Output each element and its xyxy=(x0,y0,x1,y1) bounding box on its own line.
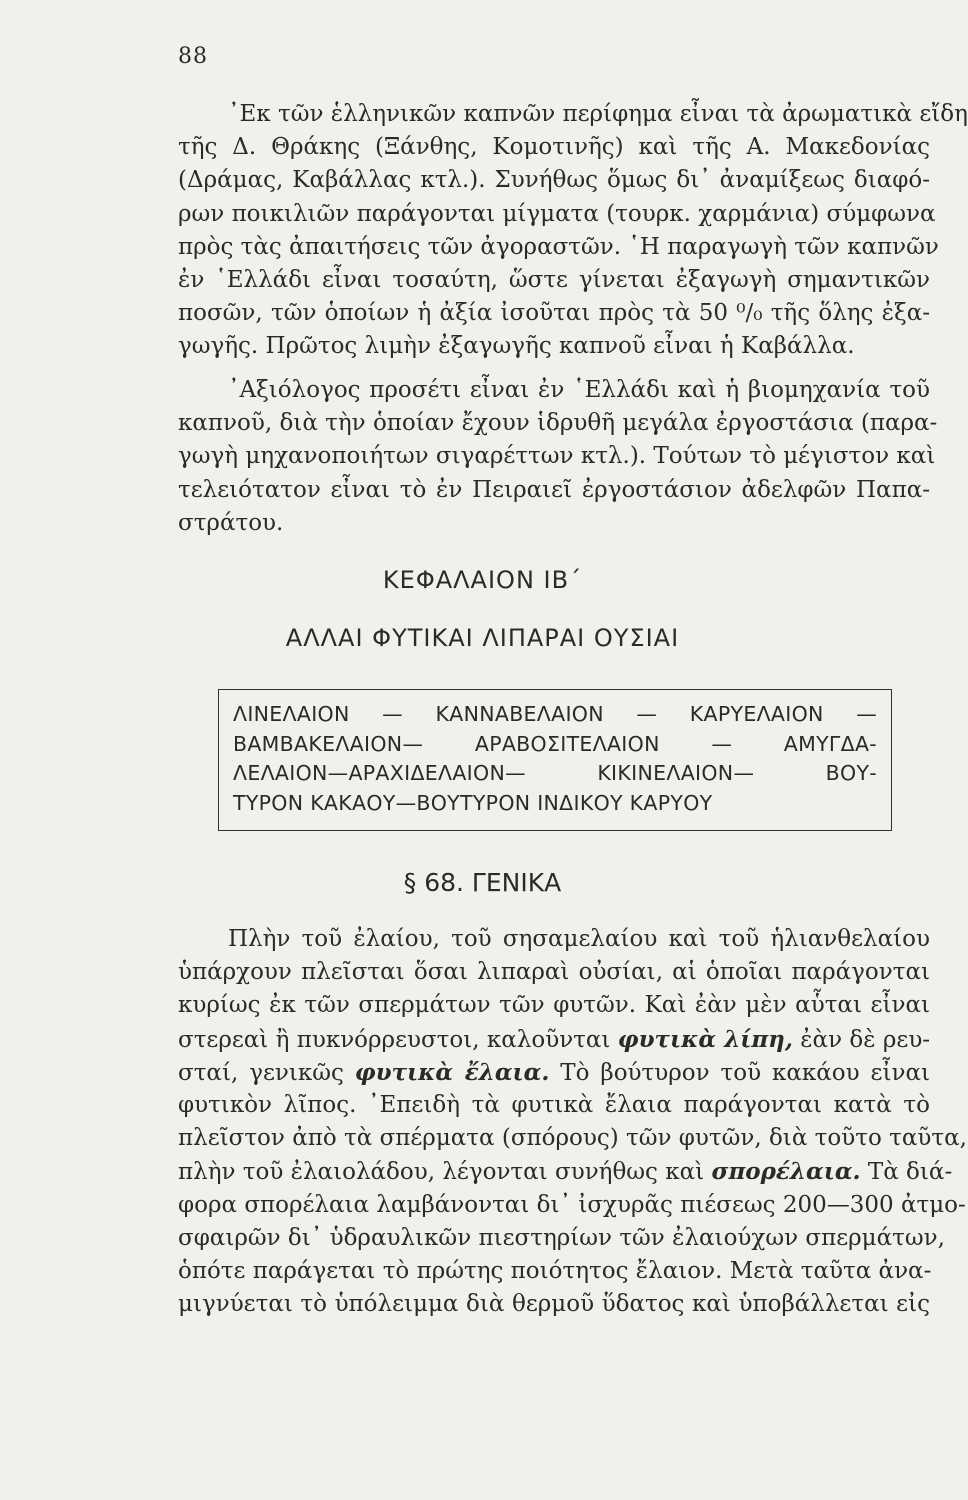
text-line: πλεῖστον ἀπὸ τὰ σπέρματα (σπόρους) τῶν φυτῶν, διὰ τοῦτο ταῦτα, xyxy=(178,1125,967,1152)
box-line: ΛΙΝΕΛΑΙΟΝ — ΚΑΝΝΑΒΕΛΑΙΟΝ — ΚΑΡΥΕΛΑΙΟΝ — xyxy=(233,702,877,726)
text-line: ὑπάρχουν πλεῖσται ὅσαι λιπαραὶ οὐσίαι, αἱ ὁποῖαι παράγονται xyxy=(178,959,930,986)
text-line: καπνοῦ, διὰ τὴν ὁποίαν ἔχουν ἱδρυθῆ μεγάλα ἐργοστάσια (παρα- xyxy=(178,410,938,437)
page-number: 88 xyxy=(178,44,208,69)
box-line: ΤΥΡΟΝ ΚΑΚΑΟΥ—ΒΟΥΤΥΡΟΝ ΙΝΔΙΚΟΥ ΚΑΡΥΟΥ xyxy=(233,790,713,815)
text-line: φυτικὸν λῖπος. ᾽Επειδὴ τὰ φυτικὰ ἔλαια παράγονται κατὰ τὸ xyxy=(178,1091,930,1118)
text-line: σφαιρῶν δι᾽ ὑδραυλικῶν πιεστηρίων τῶν ἐλαιούχων σπερμάτων, xyxy=(178,1224,945,1251)
text-line: ᾽Εκ τῶν ἑλληνικῶν καπνῶν περίφημα εἶναι τὰ ἀρωματικὰ εἴδη xyxy=(228,101,968,127)
section-title: § 68. ΓΕΝΙΚΑ xyxy=(403,868,562,897)
text-line: κυρίως ἐκ τῶν σπερμάτων τῶν φυτῶν. Καὶ ἐὰν μὲν αὗται εἶναι xyxy=(178,992,930,1019)
text-line: στράτου. xyxy=(178,509,284,536)
text-segment: πλὴν τοῦ ἐλαιολάδου, λέγονται συνήθως καὶ xyxy=(178,1159,712,1186)
paragraph-tobacco xyxy=(178,98,968,364)
text-line: τελειότατον εἶναι τὸ ἐν Πειραιεῖ ἐργοστάσιον ἀδελφῶν Παπα- xyxy=(178,476,930,503)
text-line: γωγῆς. Πρῶτος λιμὴν ἐξαγωγῆς καπνοῦ εἶναι ἡ Καβάλλα. xyxy=(178,333,855,360)
text-line: τῆς Δ. Θράκης (Ξάνθης, Κομοτινῆς) καὶ τῆς Α. Μακεδονίας xyxy=(178,134,930,161)
text-line: πρὸς τὰς ἀπαιτήσεις τῶν ἀγοραστῶν. ῾Η παραγωγὴ τῶν καπνῶν xyxy=(178,233,939,260)
text-line xyxy=(178,1023,930,1056)
text-segment: σταί, γενικῶς xyxy=(178,1059,355,1086)
paragraph-tobacco-industry xyxy=(178,374,938,540)
text-line: γωγὴ μηχανοποιήτων σιγαρέττων κτλ.). Τούτων τὸ μέγιστον καὶ xyxy=(178,443,936,470)
emphasized-term: φυτικὰ λίπη, xyxy=(617,1025,793,1053)
text-line: φορα σπορέλαια λαμβάνονται δι᾽ ἰσχυρᾶς πιέσεως 200—300 ἀτμο- xyxy=(178,1191,966,1218)
box-line: ΒΑΜΒΑΚΕΛΑΙΟΝ— ΑΡΑΒΟΣΙΤΕΛΑΙΟΝ — ΑΜΥΓΔΑ- xyxy=(233,731,877,756)
text-line: ᾽Αξιόλογος προσέτι εἶναι ἐν ῾Ελλάδι καὶ ἡ βιομηχανία τοῦ xyxy=(228,377,930,403)
text-line xyxy=(178,1056,930,1089)
text-segment: Τὰ διά- xyxy=(860,1159,953,1186)
text-line: Πλὴν τοῦ ἐλαίου, τοῦ σησαμελαίου καὶ τοῦ ἡλιανθελαίου xyxy=(228,926,930,952)
chapter-title: ΑΛΛΑΙ ΦΥΤΙΚΑΙ ΛΙΠΑΡΑΙ ΟΥΣΙΑΙ xyxy=(285,624,680,652)
text-segment: στερεαὶ ἢ πυκνόρρευστοι, καλοῦνται xyxy=(178,1026,618,1053)
text-segment: Τὸ βούτυρον τοῦ κακάου εἶναι xyxy=(549,1059,930,1086)
text-line: ποσῶν, τῶν ὁποίων ἡ ἀξία ἰσοῦται πρὸς τὰ 50 ⁰/₀ τῆς ὅλης ἐξα- xyxy=(178,300,930,327)
text-line: ρων ποικιλιῶν παράγονται μίγματα (τουρκ. χαρμάνια) σύμφωνα xyxy=(178,200,936,227)
emphasized-term: φυτικὰ ἔλαια. xyxy=(354,1058,550,1086)
paragraph-general xyxy=(178,923,967,1321)
box-line: ΛΕΛΑΙΟΝ—ΑΡΑΧΙΔΕΛΑΙΟΝ— ΚΙΚΙΝΕΛΑΙΟΝ— ΒΟΥ- xyxy=(233,761,877,785)
text-segment: ἐὰν δὲ ρευ- xyxy=(792,1026,931,1053)
text-line: (Δράμας, Καβάλλας κτλ.). Συνήθως ὅμως δι᾽ ἀναμίξεως διαφό- xyxy=(178,167,930,194)
text-line: μιγνύεται τὸ ὑπόλειμμα διὰ θερμοῦ ὕδατος καὶ ὑποβάλλεται εἰς xyxy=(178,1291,930,1318)
oils-list-box xyxy=(218,689,892,831)
emphasized-term: σπορέλαια. xyxy=(711,1158,861,1186)
text-line: ἐν ῾Ελλάδι εἶναι τοσαύτη, ὥστε γίνεται ἐξαγωγὴ σημαντικῶν xyxy=(178,266,930,293)
chapter-label: ΚΕΦΑΛΑΙΟΝ ΙΒ΄ xyxy=(382,566,583,594)
text-line: ὁπότε παράγεται τὸ πρώτης ποιότητος ἔλαιον. Μετὰ ταῦτα ἀνα- xyxy=(178,1257,932,1284)
text-line xyxy=(178,1155,953,1188)
